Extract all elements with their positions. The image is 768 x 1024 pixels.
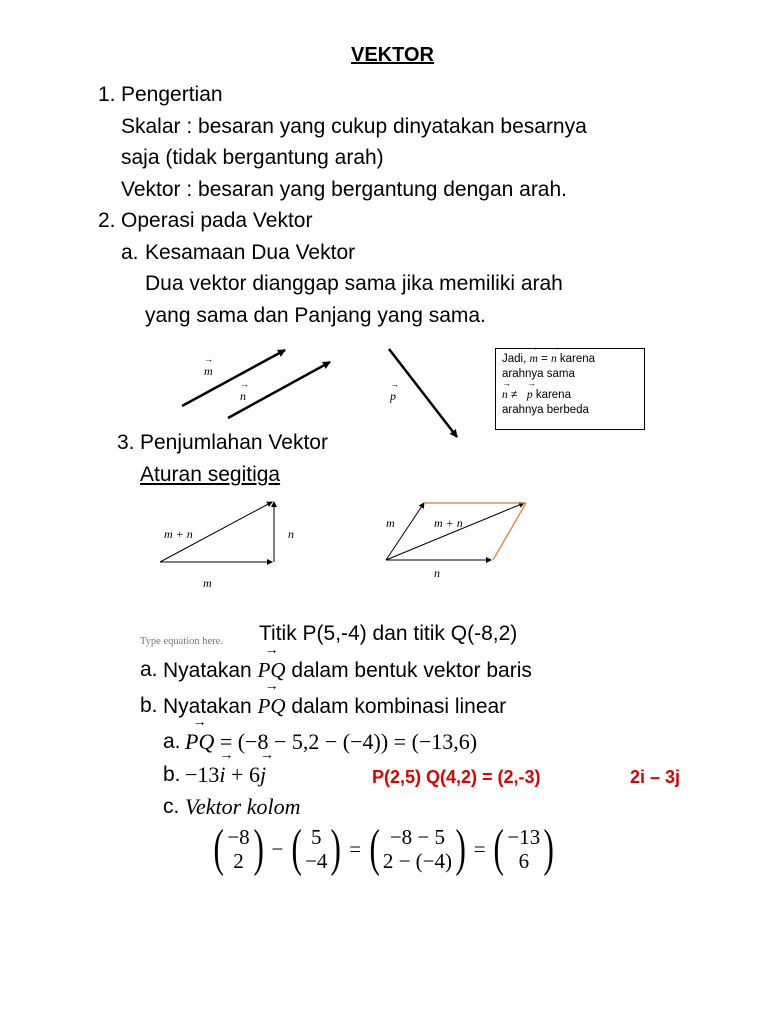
label-n: → n	[240, 389, 246, 403]
para-m-label: m	[386, 516, 395, 530]
para-diagonal	[386, 503, 524, 560]
triangle-n-label: n	[288, 527, 294, 541]
label-m: → m	[204, 364, 213, 378]
section3-subheading: Aturan segitiga	[140, 463, 281, 486]
column-vector-2: 5 −4	[305, 825, 328, 873]
triangle-sum-label: m + n	[164, 527, 193, 541]
para-right-orange	[493, 503, 526, 560]
equality-description-line2: yang sama dan Panjang yang sama.	[145, 304, 486, 327]
page-title: VEKTOR	[351, 44, 434, 66]
column-vector-4: −13 6	[507, 825, 541, 873]
answer-c: Vektor kolom	[185, 794, 301, 819]
red-note-points: P(2,5) Q(4,2) = (2,-3)	[372, 767, 541, 787]
column-vector-equation: ( −8 2 ) − ( 5 −4 ) = ( −8 − 5 2 − (−4) ) = ( −13 6 )	[213, 820, 555, 877]
note-line2: arahnya sama	[502, 368, 575, 380]
section3-heading: Penjumlahan Vektor	[140, 431, 328, 454]
answer-b: −13→ i + 6→ j	[185, 762, 266, 788]
para-sum-label: m + n	[434, 516, 463, 530]
note-line3: → n ≠ → p karena	[502, 388, 638, 403]
sub-a-label: a.	[121, 241, 139, 264]
red-note-linear: 2i – 3j	[630, 767, 681, 787]
conclusion-note-box	[495, 348, 645, 430]
equation-placeholder: Type equation here.	[140, 636, 223, 647]
answer-c-label: c.	[163, 795, 180, 818]
section2-heading: Operasi pada Vektor	[121, 209, 313, 232]
skalar-definition-line2: saja (tidak bergantung arah)	[121, 146, 384, 169]
vector-m-arrow	[182, 350, 285, 406]
problem-statement: Titik P(5,-4) dan titik Q(-8,2)	[259, 622, 518, 645]
column-vector-3: −8 − 5 2 − (−4)	[382, 825, 453, 873]
para-n-label: n	[434, 566, 440, 580]
section3-number: 3.	[117, 431, 135, 454]
answer-a: → PQ = (−8 − 5,2 − (−4)) = (−13,6)	[185, 729, 477, 755]
column-vector-1: −8 2	[227, 825, 250, 873]
skalar-definition-line1: Skalar : besaran yang cukup dinyatakan besarnya	[121, 115, 587, 138]
equality-description-line1: Dua vektor dianggap sama jika memiliki arah	[145, 272, 563, 295]
vector-p-arrow	[389, 349, 457, 437]
answer-b-label: b.	[163, 763, 181, 786]
note-line1: Jadi, → m = → n karena	[502, 352, 638, 367]
sub-a-heading: Kesamaan Dua Vektor	[145, 241, 356, 264]
section1-number: 1.	[98, 83, 116, 106]
triangle-m-label: m	[203, 576, 212, 590]
question-a: Nyatakan → PQ dalam bentuk vektor baris	[163, 657, 532, 684]
question-a-label: a.	[140, 658, 158, 681]
answer-a-label: a.	[163, 730, 181, 753]
section1-heading: Pengertian	[121, 83, 223, 106]
note-line4: arahnya berbeda	[502, 404, 589, 416]
section2-number: 2.	[98, 209, 116, 232]
para-m-left	[386, 503, 424, 560]
question-b: Nyatakan → PQ dalam kombinasi linear	[163, 693, 506, 720]
question-b-label: b.	[140, 694, 158, 717]
vektor-definition: Vektor : besaran yang bergantung dengan arah.	[121, 178, 568, 201]
label-p: → p	[390, 389, 396, 403]
